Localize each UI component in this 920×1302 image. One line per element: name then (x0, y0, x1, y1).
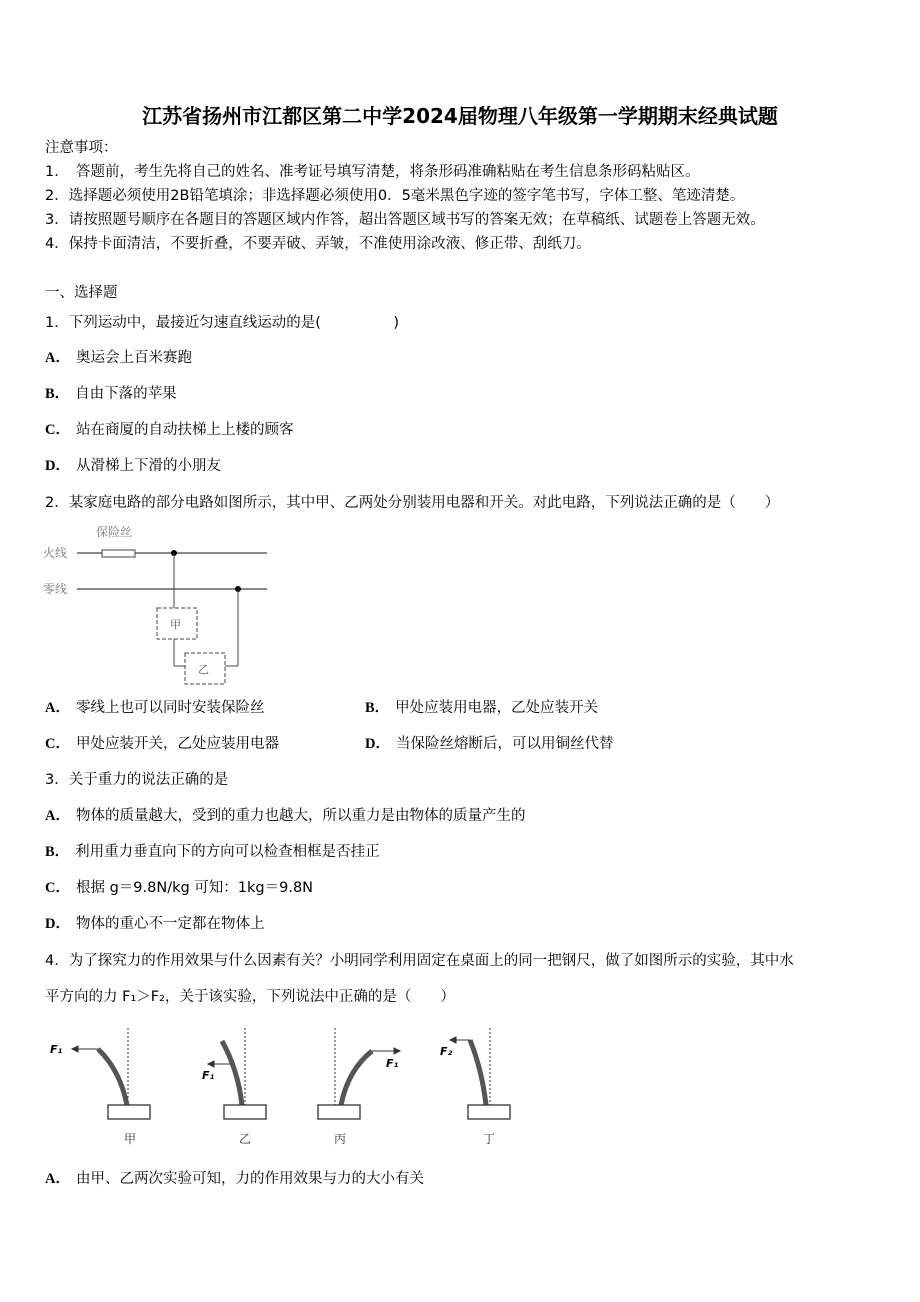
option-letter: B． (45, 844, 70, 860)
option-text: 零线上也可以同时安装保险丝 (75, 700, 265, 716)
force-label: F₂ (440, 1045, 453, 1058)
note-item: 3．请按照题号顺序在各题目的答题区域内作答，超出答题区域书写的答案无效；在草稿纸、试题卷上答题无效。 (45, 212, 765, 228)
force-label: F₁ (386, 1057, 399, 1070)
option-text: 根据 g＝9.8N/kg 可知：1kg＝9.8N (75, 880, 314, 896)
question-2-stem: 2．某家庭电路的部分电路如图所示，其中甲、乙两处分别装用电器和开关。对此电路，下列说法正确的是（ ） (45, 495, 780, 511)
question-4-stem: 4．为了探究力的作用效果与什么因素有关？小明同学利用固定在桌面上的同一把钢尺，做了如图所示的实验，其中水 (45, 953, 794, 969)
option-letter: C． (45, 422, 70, 438)
option-text: 甲处应装开关，乙处应装用电器 (75, 736, 279, 752)
q4-option-a (45, 1169, 424, 1189)
option-text: 物体的质量越大，受到的重力也越大，所以重力是由物体的质量产生的 (75, 808, 526, 824)
q1-option-c (45, 420, 293, 440)
figure-caption: 甲 (124, 1132, 137, 1146)
note-item: 1． 答题前，考生先将自己的姓名、准考证号填写清楚，将条形码准确粘贴在考生信息条形码粘贴区。 (45, 164, 700, 180)
neutral-wire-label: 零线 (43, 582, 68, 596)
option-letter: A． (45, 350, 70, 366)
option-text: 从滑梯上下滑的小朋友 (75, 458, 221, 474)
page-title: 江苏省扬州市江都区第二中学2024届物理八年级第一学期期末经典试题 (142, 104, 778, 128)
option-text: 甲处应装用电器，乙处应装开关 (395, 700, 599, 716)
q1-option-b (45, 384, 177, 404)
option-letter: C． (45, 736, 70, 752)
q2-option-c (45, 734, 279, 754)
q1-option-d (45, 456, 221, 476)
option-letter: D． (45, 916, 70, 932)
figure-caption: 丁 (483, 1132, 496, 1146)
q3-option-a (45, 806, 525, 826)
option-letter: B． (365, 700, 390, 716)
box-yi-label: 乙 (198, 663, 209, 676)
option-letter: D． (365, 736, 390, 752)
force-label: F₁ (50, 1043, 63, 1056)
fuse-symbol (102, 550, 135, 557)
note-item: 2．选择题必须使用2B铅笔填涂；非选择题必须使用0．5毫米黑色字迹的签字笔书写，字体工整、笔迹清楚。 (45, 188, 745, 204)
option-letter: C． (45, 880, 70, 896)
option-text: 当保险丝熔断后，可以用铜丝代替 (395, 736, 614, 752)
q2-option-a (45, 698, 264, 718)
option-text: 由甲、乙两次实验可知，力的作用效果与力的大小有关 (75, 1171, 424, 1187)
notes-heading: 注意事项： (45, 140, 118, 156)
option-text: 站在商厦的自动扶梯上上楼的顾客 (75, 422, 294, 438)
figure-caption: 丙 (334, 1132, 347, 1146)
note-item: 4．保持卡面清洁，不要折叠，不要弄破、弄皱，不准使用涂改液、修正带、刮纸刀。 (45, 236, 591, 252)
circuit-diagram (40, 518, 280, 690)
q3-option-d (45, 914, 264, 934)
option-text: 奥运会上百米赛跑 (75, 350, 192, 366)
q3-option-b (45, 842, 380, 862)
figure-caption: 乙 (239, 1132, 252, 1146)
question-3-stem: 3．关于重力的说法正确的是 (45, 772, 229, 788)
option-text: 利用重力垂直向下的方向可以检查相框是否挂正 (75, 844, 380, 860)
option-letter: A． (45, 1171, 70, 1187)
question-1-stem: 1．下列运动中，最接近匀速直线运动的是( ) (45, 315, 400, 331)
question-4-stem-cont: 平方向的力 F₁＞F₂，关于该实验，下列说法中正确的是（ ） (45, 989, 455, 1005)
option-letter: D． (45, 458, 70, 474)
force-label: F₁ (202, 1069, 215, 1082)
option-letter: B． (45, 386, 70, 402)
section-heading: 一、选择题 (45, 285, 118, 301)
fuse-label: 保险丝 (96, 525, 133, 539)
option-letter: A． (45, 808, 70, 824)
ruler-experiment-figure (30, 1025, 530, 1155)
q2-option-d (365, 734, 613, 754)
q1-option-a (45, 348, 192, 368)
option-letter: A． (45, 700, 70, 716)
q3-option-c (45, 878, 313, 898)
option-text: 自由下落的苹果 (75, 386, 177, 402)
live-wire-label: 火线 (43, 546, 68, 560)
option-text: 物体的重心不一定都在物体上 (75, 916, 265, 932)
q2-option-b (365, 698, 598, 718)
box-jia-label: 甲 (170, 618, 181, 631)
